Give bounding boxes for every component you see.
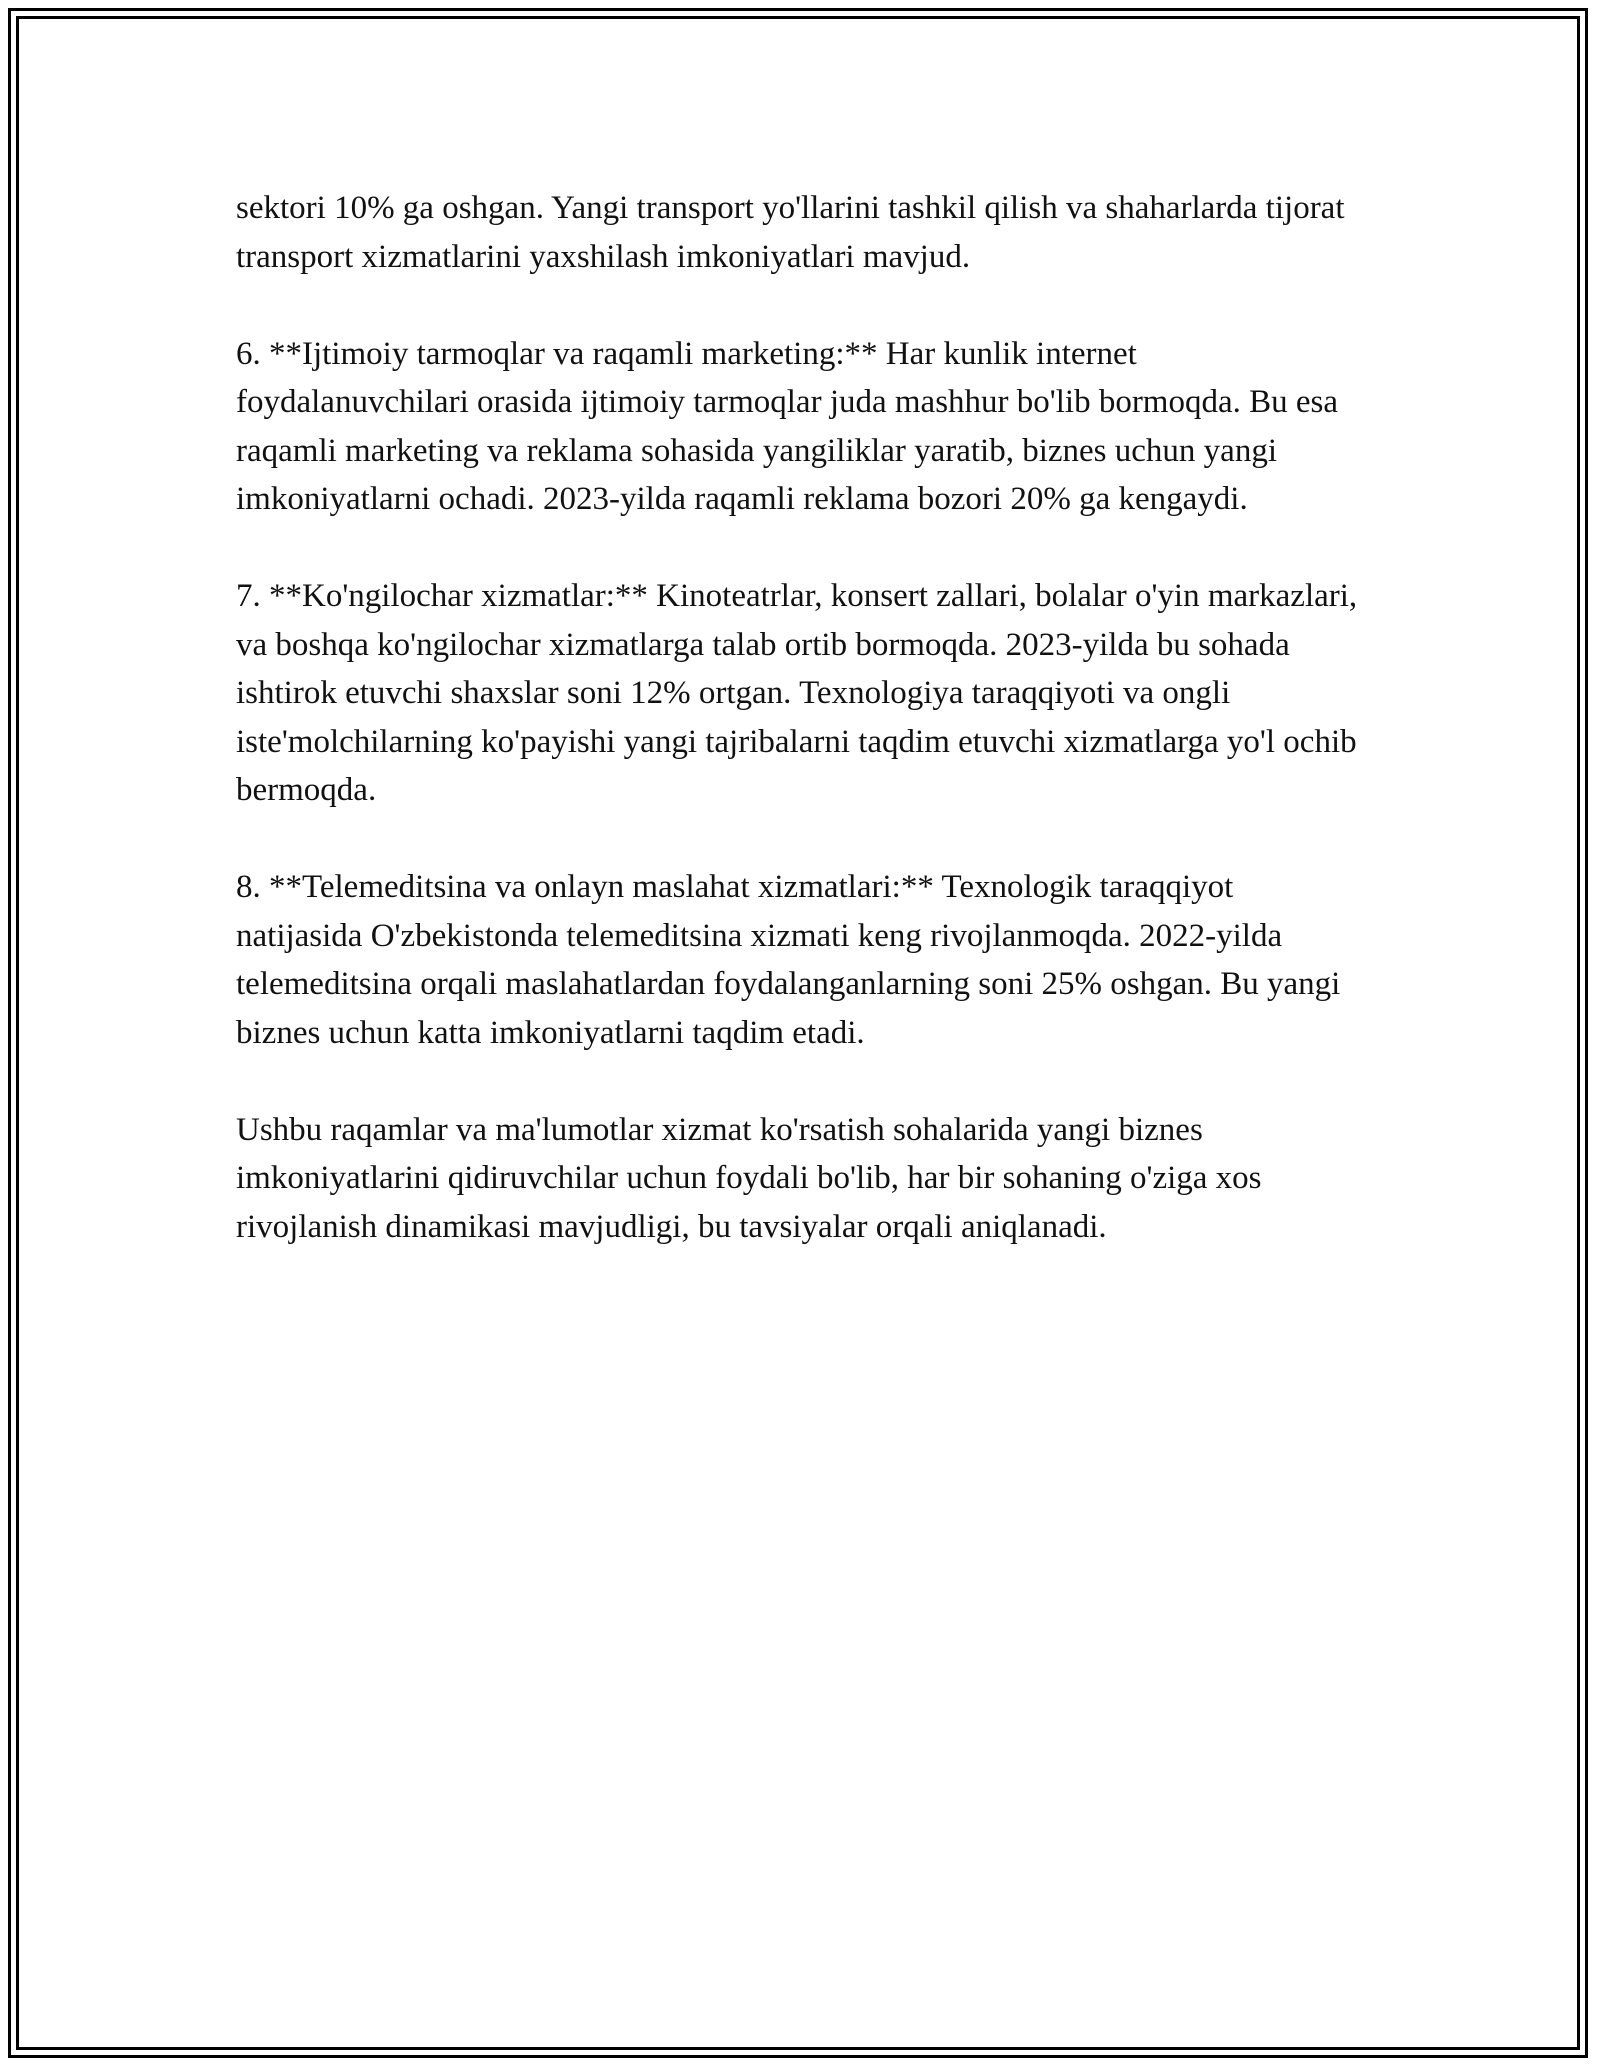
paragraph-transport-continuation: sektori 10% ga oshgan. Yangi transport yo'llarini tashkil qilish va shaharlarda tijorat transport xizmatlarini yaxshilash imkoniyatlari mavjud. bbox=[236, 190, 1345, 275]
paragraph-conclusion: Ushbu raqamlar va ma'lumotlar xizmat ko'rsatish sohalarida yangi biznes imkoniyatlarini qidiruvchilar uchun foydali bo'lib, har bir sohaning o'ziga xos rivojlanish dinamikasi mavjudligi, bu tavsiyalar orqali aniqlanadi. bbox=[236, 1111, 1262, 1245]
paragraph-item-8: 8. **Telemeditsina va onlayn maslahat xizmatlari:** Texnologik taraqqiyot natijasida O'zbekistonda telemeditsina xizmati keng rivojlanmoqda. 2022-yilda telemeditsina orqali maslahatlardan foydalanganlarning soni 25% oshgan. Bu yangi biznes uchun katta imkoniyatlarni taqdim etadi. bbox=[236, 869, 1341, 1051]
document-body bbox=[236, 184, 1366, 1300]
paragraph-item-7: 7. **Ko'ngilochar xizmatlar:** Kinoteatrlar, konsert zallari, bolalar o'yin markazlari, va boshqa ko'ngilochar xizmatlarga talab ortib bormoqda. 2023-yilda bu sohada ishtirok etuvchi shaxslar soni 12% ortgan. Texnologiya taraqqiyoti va ongli iste'molchilarning ko'payishi yangi tajribalarni taqdim etuvchi xizmatlarga yo'l ochib bermoqda. bbox=[236, 578, 1358, 808]
paragraph-item-6: 6. **Ijtimoiy tarmoqlar va raqamli marketing:** Har kunlik internet foydalanuvchilari orasida ijtimoiy tarmoqlar juda mashhur bo'lib bormoqda. Bu esa raqamli marketing va reklama sohasida yangiliklar yaratib, biznes uchun yangi imkoniyatlarni ochadi. 2023-yilda raqamli reklama bozori 20% ga kengaydi. bbox=[236, 335, 1339, 517]
